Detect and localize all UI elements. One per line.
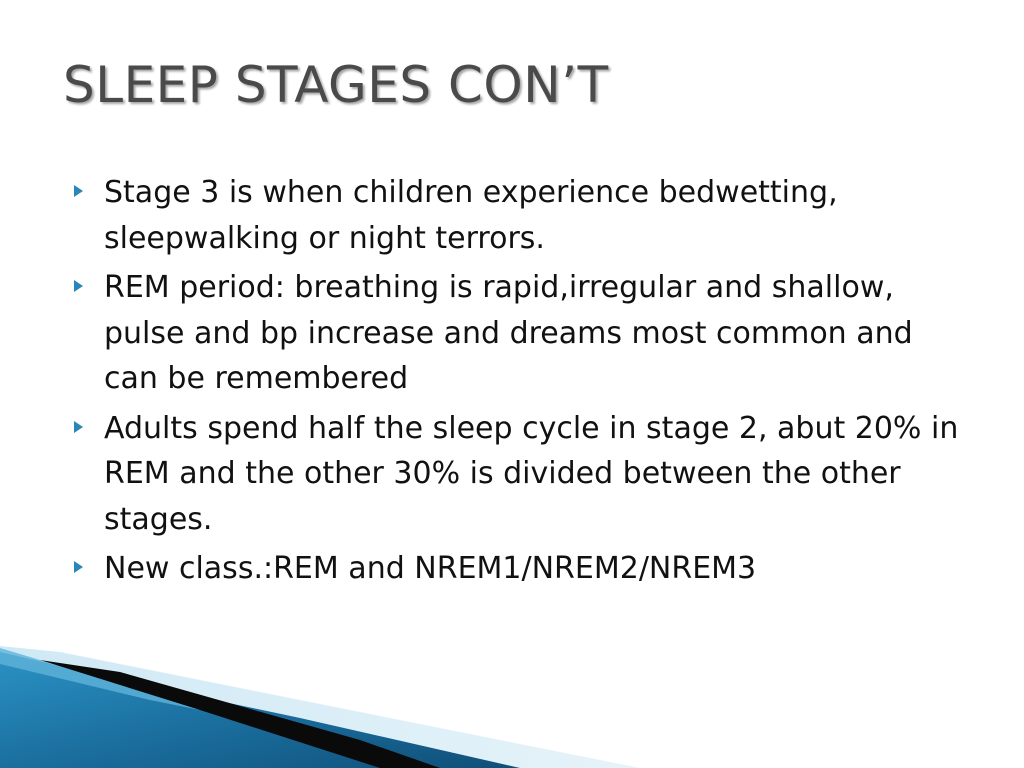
bullet-item bbox=[74, 170, 974, 261]
triangle-right-icon bbox=[74, 280, 83, 292]
triangle-right-icon bbox=[74, 561, 83, 573]
bullet-list bbox=[74, 170, 974, 596]
bullet-item bbox=[74, 265, 974, 402]
bullet-item bbox=[74, 406, 974, 543]
bullet-text: New class.:REM and NREM1/NREM2/NREM3 bbox=[104, 551, 757, 586]
black-swoosh bbox=[40, 660, 440, 768]
bullet-item bbox=[74, 546, 974, 592]
bullet-text: Adults spend half the sleep cycle in stage 2, abut 20% in REM and the other 30% is divided between the other stages. bbox=[104, 410, 959, 537]
triangle-right-icon bbox=[74, 421, 83, 433]
light-swoosh bbox=[0, 646, 640, 768]
blue-swoosh bbox=[0, 652, 520, 768]
slide-title: SLEEP STAGES CON’T bbox=[63, 56, 609, 114]
bullet-text: REM period: breathing is rapid,irregular and shallow, pulse and bp increase and dreams most common and can be remembered bbox=[104, 270, 913, 396]
bullet-text: Stage 3 is when children experience bedwetting, sleepwalking or night terrors. bbox=[104, 175, 838, 256]
highlight-swoosh bbox=[0, 648, 200, 710]
triangle-right-icon bbox=[74, 185, 83, 197]
